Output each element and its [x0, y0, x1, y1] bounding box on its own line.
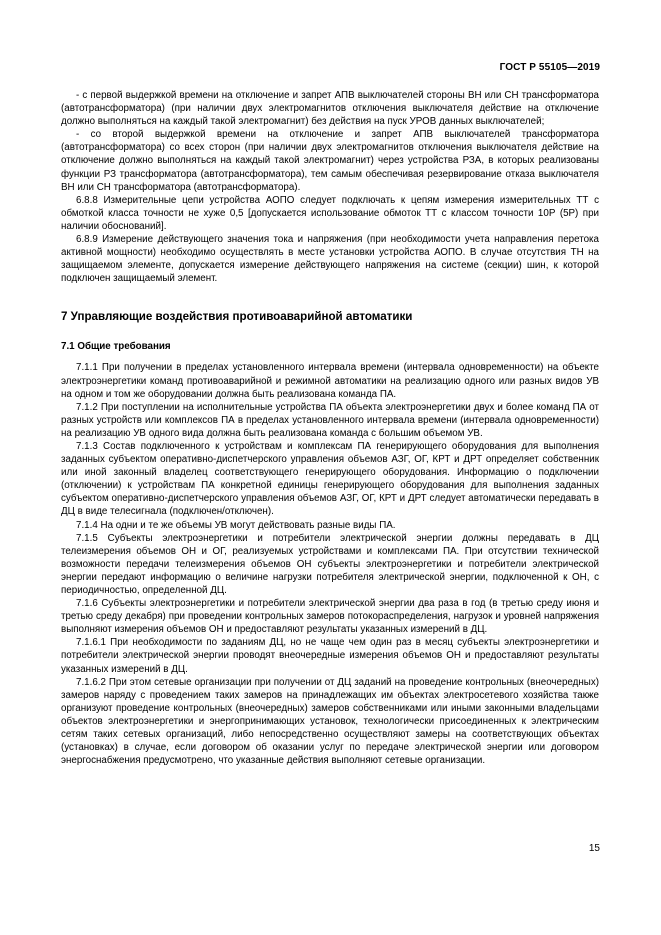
page-number: 15 [588, 843, 600, 854]
paragraph-7-1-6-1: 7.1.6.1 При необходимости по заданиям ДЦ, но не чаще чем один раз в месяц субъекты электроэнергетики и потребители электрической энергии проводят внеочередные измерения объемов ОН и предоставляют результаты указанных измерений в ДЦ. [61, 637, 599, 675]
paragraph-7-1-4: 7.1.4 На одни и те же объемы УВ могут действовать разные виды ПА. [76, 519, 396, 531]
paragraph-6-8-8: 6.8.8 Измерительные цепи устройства АОПО следует подключать к цепям измерения измерительных ТТ с обмоткой класса точности не хуже 0,5 [допускается использование обмоток ТТ с классом точности 10Р (5Р) при наличии обоснований]. [61, 194, 599, 232]
paragraph-7-1-6-2: 7.1.6.2 При этом сетевые организации при получении от ДЦ заданий на проведение контрольных (внеочередных) замеров наряду с проведением таких замеров на принадлежащих им объектах электросетевого хозяйства также организуют проведение контрольных (внеочередных) замеров собственниками или иными законными владельцами объектов электроэнергетики и энергопринимающих установок, технологически присоединенных к электрическим сетям таких сетевых организаций, либо непосредственно осуществляют замеры на соответствующих объектах (установках) в случае, если договором об оказании услуг по передаче электрической энергии или договором энергоснабжения предусмотрено, что указанные действия выполняют сетевые организации. [61, 676, 599, 767]
paragraph-7-1-6: 7.1.6 Субъекты электроэнергетики и потребители электрической энергии два раза в год (в третью среду июня и третью среду декабря) при проведении контрольных замеров потокораспределения, нагрузок и уровней напряжения выполняют измерения объемов ОН и предоставляют результаты указанных измерений в ДЦ. [61, 598, 599, 636]
paragraph-7-1-3: 7.1.3 Состав подключенного к устройствам и комплексам ПА генерирующего оборудования для выполнения заданных субъектом оперативно-диспетчерского управления объемов АЗГ, ОГ, КРТ и ДРТ определяет собственник или иной законный владелец соответствующего генерирующего оборудования. Информацию о подключении (отключении) к устройствам ПА конкретной единицы генерирующего оборудования для выполнения заданных субъектом оперативно-диспетчерского управления объемов АЗГ, ОГ, КРТ и ДРТ следует автоматически передавать в ДЦ в виде телесигнала (подключен/отключен). [61, 440, 599, 518]
paragraph-breaker-first-stage: - с первой выдержкой времени на отключение и запрет АПВ выключателей стороны ВН или СН трансформатора (автотрансформатора) (при наличии двух электромагнитов отключения выключателя действие на отключение должно выполняться на каждый такой электромагнит) без действия на пуск УРОВ данных выключателей; [61, 90, 599, 128]
page-content [61, 89, 599, 767]
paragraph-7-1-5: 7.1.5 Субъекты электроэнергетики и потребители электрической энергии должны передавать в ДЦ телеизмерения объемов ОН и ОГ, реализуемых устройствами и комплексами ПА. При отсутствии технической возможности передачи телеизмерения объемов ОН субъекты электроэнергетики и потребители электрической энергии передают информацию о величине нагрузки потребителя электрической энергии, подключенной к ОН, с периодичностью, определенной ДЦ. [61, 532, 599, 596]
paragraph-7-1-1: 7.1.1 При получении в пределах установленного интервала времени (интервала одновременности) на объекте электроэнергетики команд противоаварийной и режимной автоматики на реализацию одного или разных видов УВ на одном и том же оборудовании должна быть реализована команда ПА. [61, 362, 599, 400]
document-standard-code: ГОСТ Р 55105—2019 [499, 62, 600, 73]
section-7-heading: 7 Управляющие воздействия противоаварийной автоматики [61, 310, 413, 324]
paragraph-6-8-9: 6.8.9 Измерение действующего значения тока и напряжения (при необходимости учета направления перетока активной мощности) необходимо осуществлять в месте установки устройства АОПО. В случае отсутствия ТН на защищаемом элементе, допускается измерение действующего напряжения на системе (секции) шин, к которой подключен защищаемый элемент. [61, 234, 599, 285]
paragraph-breaker-second-stage: - со второй выдержкой времени на отключение и запрет АПВ выключателей трансформатора (автотрансформатора) со всех сторон (при наличии двух электромагнитов отключения выключателя действие на отключение должно выполняться на каждый такой электромагнит) через устройства РЗА, в которых реализованы функции РЗ трансформатора (автотрансформатора), тем самым обеспечивая резервирование отказа выключателя ВН или СН трансформатора (автотрансформатора). [61, 129, 599, 193]
subsection-7-1-heading: 7.1 Общие требования [61, 341, 171, 353]
paragraph-7-1-2: 7.1.2 При поступлении на исполнительные устройства ПА объекта электроэнергетики двух и более команд ПА от разных устройств или комплексов ПА в пределах установленного интервала времени (интервала одновременности) на реализацию УВ одного вида должна быть реализована команда с большим объемом УВ. [61, 401, 599, 439]
